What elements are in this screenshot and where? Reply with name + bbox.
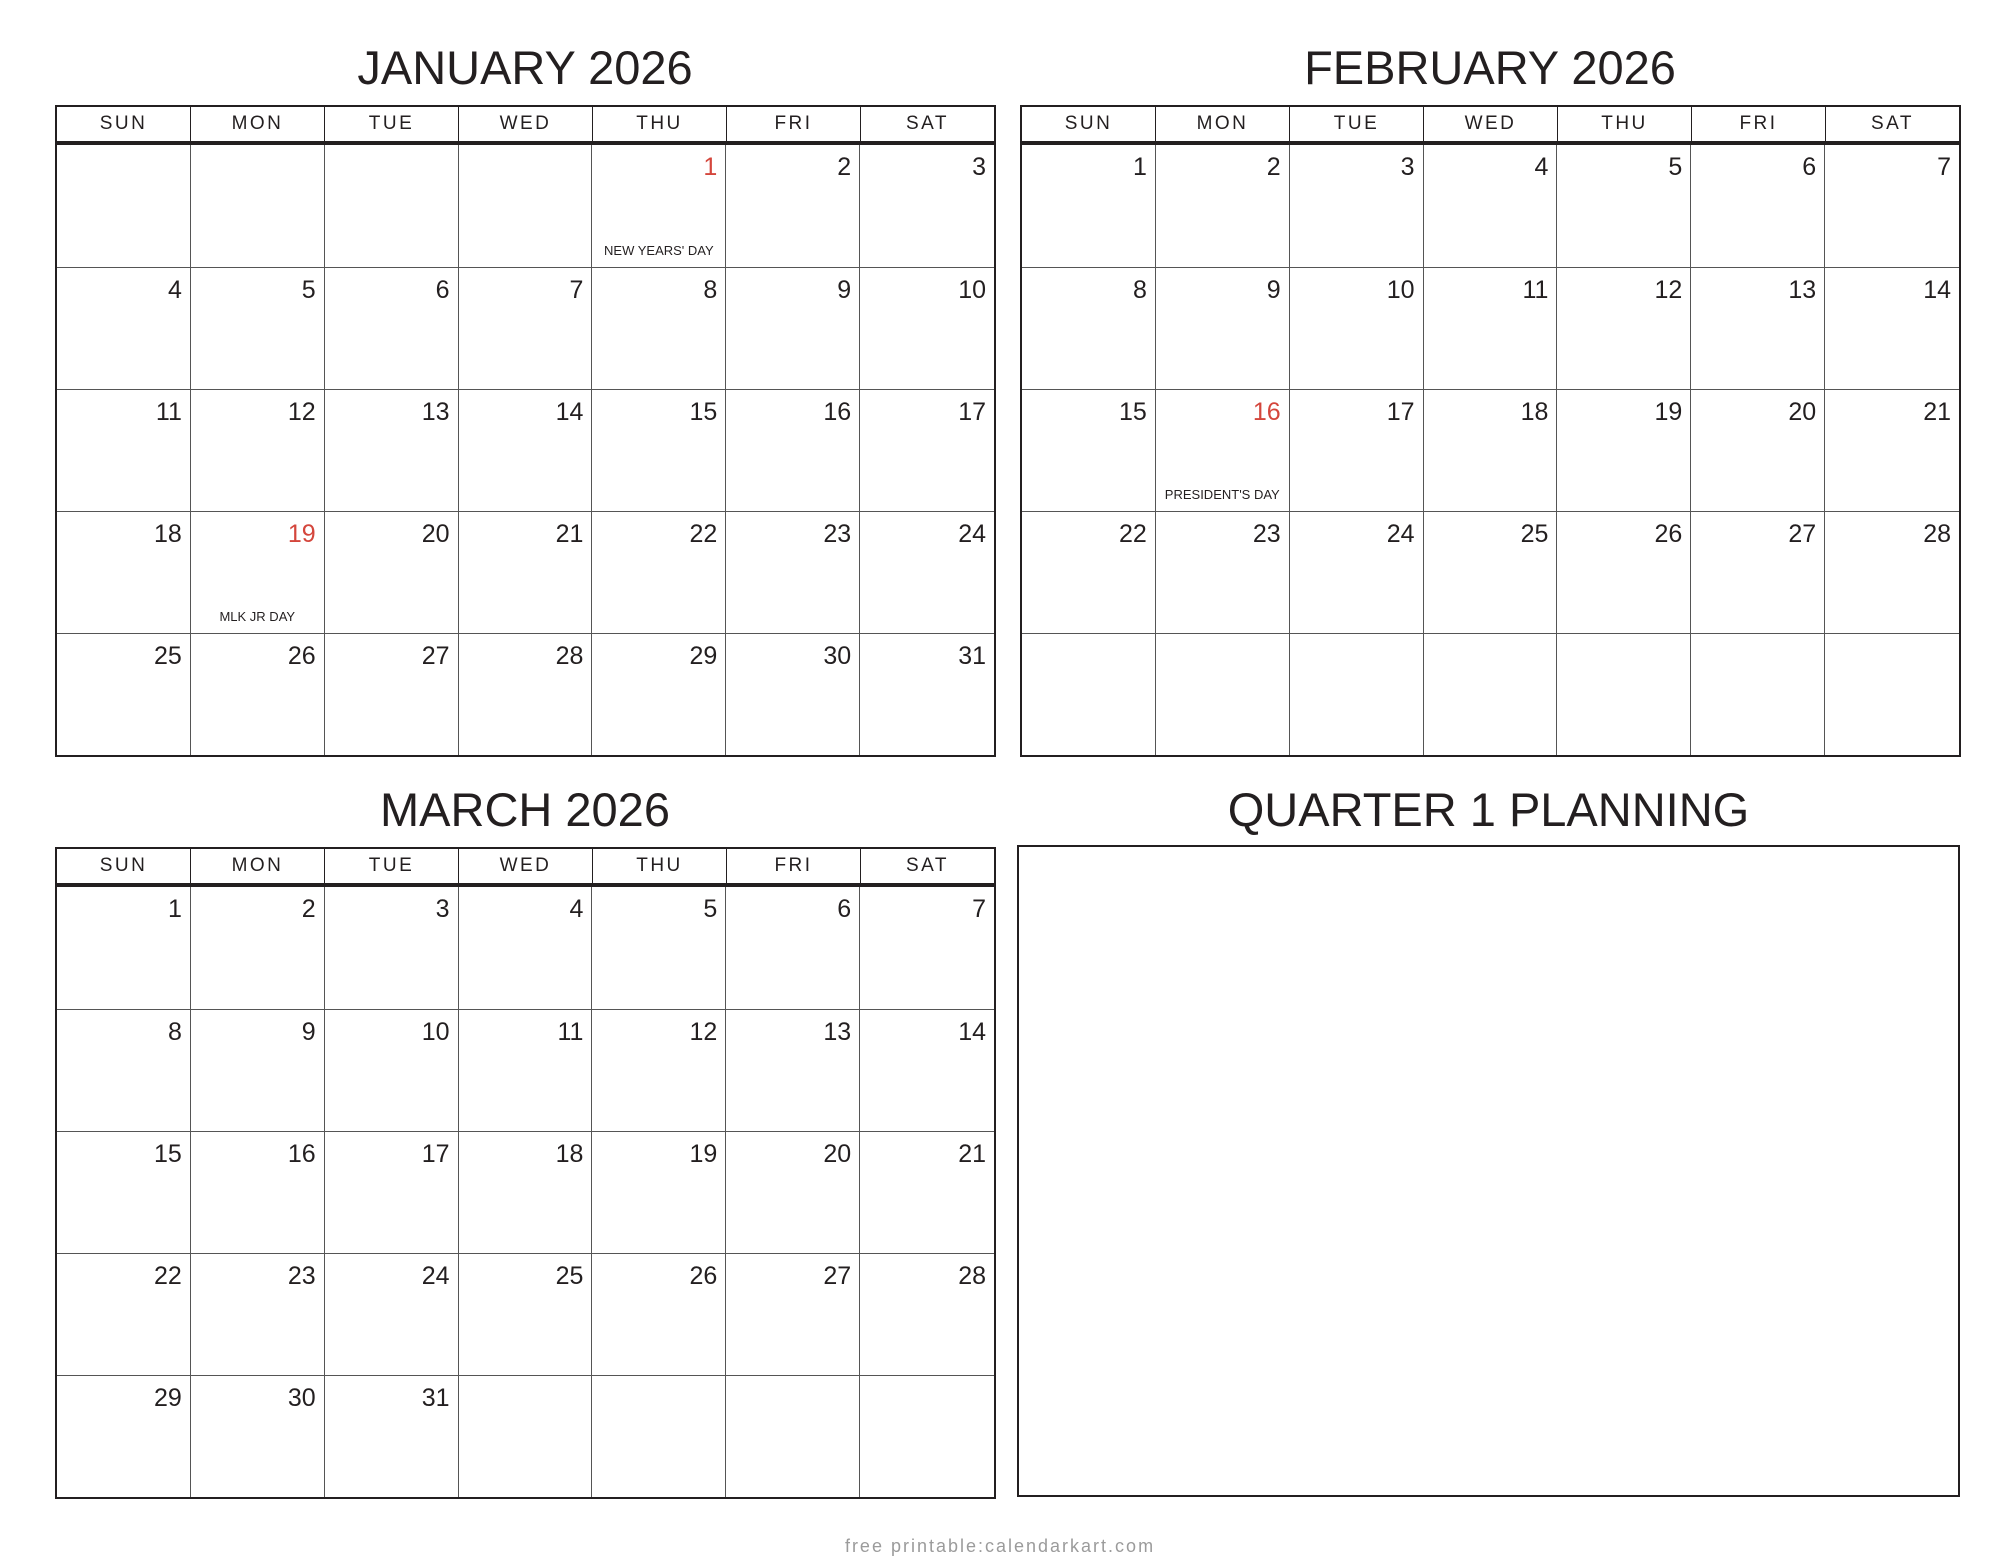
day-number: 15 xyxy=(1119,398,1147,426)
calendar-march xyxy=(55,847,996,1499)
day-number: 11 xyxy=(155,398,182,426)
holiday-label: NEW YEARS' DAY xyxy=(604,243,714,258)
weekday-label-fri: FRI xyxy=(727,849,861,883)
empty-day-cell xyxy=(459,145,593,267)
day-cell[interactable] xyxy=(459,887,593,1009)
day-number: 19 xyxy=(287,520,316,548)
day-number: 12 xyxy=(689,1018,718,1046)
day-number: 8 xyxy=(703,276,718,304)
day-cell[interactable] xyxy=(1691,267,1825,389)
day-number: 3 xyxy=(1400,153,1415,181)
day-cell[interactable] xyxy=(191,1253,325,1375)
day-number: 5 xyxy=(703,895,718,923)
day-cell[interactable] xyxy=(592,1009,726,1131)
day-cell[interactable] xyxy=(325,1375,459,1497)
day-cell[interactable] xyxy=(1022,389,1156,511)
day-number: 26 xyxy=(1654,520,1683,548)
day-number: 21 xyxy=(958,1140,986,1168)
day-number: 7 xyxy=(569,276,584,304)
day-cell[interactable] xyxy=(57,1131,191,1253)
day-number: 9 xyxy=(301,1018,316,1046)
day-number: 17 xyxy=(1386,398,1415,426)
day-number: 4 xyxy=(1534,153,1549,181)
day-cell[interactable] xyxy=(726,389,860,511)
day-cell[interactable] xyxy=(191,511,325,633)
day-cell[interactable] xyxy=(459,633,593,755)
day-number: 1 xyxy=(1132,153,1147,181)
day-cell[interactable] xyxy=(592,145,726,267)
day-cell[interactable] xyxy=(860,1009,994,1131)
day-number: 12 xyxy=(1654,276,1683,304)
day-number: 25 xyxy=(1520,520,1549,548)
day-number: 22 xyxy=(154,1262,182,1290)
day-cell[interactable] xyxy=(1022,267,1156,389)
weekday-label-sun: SUN xyxy=(57,107,191,141)
day-cell[interactable] xyxy=(726,1009,860,1131)
day-number: 29 xyxy=(689,642,718,670)
weekday-label-sun: SUN xyxy=(57,849,191,883)
day-number: 20 xyxy=(1788,398,1817,426)
day-cell[interactable] xyxy=(726,1253,860,1375)
month-title-march: MARCH 2026 xyxy=(380,783,670,836)
day-cell[interactable] xyxy=(1557,145,1691,267)
day-cell[interactable] xyxy=(1825,511,1959,633)
day-cell[interactable] xyxy=(1557,267,1691,389)
empty-day-cell xyxy=(1825,633,1959,755)
empty-day-cell xyxy=(1022,633,1156,755)
weekday-label-tue: TUE xyxy=(325,107,459,141)
day-number: 17 xyxy=(421,1140,450,1168)
day-cell[interactable] xyxy=(1156,389,1290,511)
day-cell[interactable] xyxy=(325,511,459,633)
day-cell[interactable] xyxy=(1691,389,1825,511)
day-number: 22 xyxy=(689,520,718,548)
month-title-february: FEBRUARY 2026 xyxy=(1304,41,1676,94)
day-number: 18 xyxy=(154,520,182,548)
day-number: 15 xyxy=(154,1140,182,1168)
weekday-label-thu: THU xyxy=(593,107,727,141)
empty-day-cell xyxy=(860,1375,994,1497)
day-cell[interactable] xyxy=(860,267,994,389)
day-cell[interactable] xyxy=(860,511,994,633)
planning-title: QUARTER 1 PLANNING xyxy=(1227,783,1750,836)
day-number: 25 xyxy=(555,1262,584,1290)
day-number: 30 xyxy=(287,1384,316,1412)
day-number: 22 xyxy=(1119,520,1147,548)
day-number: 3 xyxy=(435,895,450,923)
day-number: 8 xyxy=(1132,276,1147,304)
day-number: 24 xyxy=(421,1262,450,1290)
day-number: 21 xyxy=(1923,398,1951,426)
day-number: 27 xyxy=(823,1262,852,1290)
day-number: 1 xyxy=(703,153,718,181)
empty-day-cell xyxy=(726,1375,860,1497)
day-cell[interactable] xyxy=(191,633,325,755)
day-cell[interactable] xyxy=(191,1131,325,1253)
day-number: 28 xyxy=(1923,520,1951,548)
day-cell[interactable] xyxy=(1424,145,1558,267)
day-cell[interactable] xyxy=(726,511,860,633)
day-number: 6 xyxy=(435,276,450,304)
empty-day-cell xyxy=(1557,633,1691,755)
day-cell[interactable] xyxy=(860,389,994,511)
day-number: 21 xyxy=(555,520,584,548)
day-number: 19 xyxy=(689,1140,718,1168)
day-number: 10 xyxy=(421,1018,450,1046)
day-number: 2 xyxy=(837,153,852,181)
day-cell[interactable] xyxy=(592,511,726,633)
day-cell[interactable] xyxy=(57,1375,191,1497)
empty-day-cell xyxy=(1691,633,1825,755)
day-cell[interactable] xyxy=(459,267,593,389)
day-cell[interactable] xyxy=(592,887,726,1009)
day-cell[interactable] xyxy=(191,1009,325,1131)
weekday-header xyxy=(1022,107,1959,145)
day-cell[interactable] xyxy=(325,267,459,389)
month-title-january: JANUARY 2026 xyxy=(357,41,693,94)
day-number: 30 xyxy=(823,642,852,670)
day-cell[interactable] xyxy=(1825,389,1959,511)
day-number: 16 xyxy=(823,398,852,426)
day-cell[interactable] xyxy=(459,389,593,511)
day-number: 12 xyxy=(287,398,316,426)
day-cell[interactable] xyxy=(860,633,994,755)
day-cell[interactable] xyxy=(1825,145,1959,267)
day-number: 23 xyxy=(1252,520,1281,548)
weekday-label-mon: MON xyxy=(191,107,325,141)
day-cell[interactable] xyxy=(459,1131,593,1253)
day-cell[interactable] xyxy=(459,1009,593,1131)
day-number: 24 xyxy=(1386,520,1415,548)
day-cell[interactable] xyxy=(191,389,325,511)
day-cell[interactable] xyxy=(592,389,726,511)
day-number: 11 xyxy=(1522,276,1549,304)
day-cell[interactable] xyxy=(860,145,994,267)
day-cell[interactable] xyxy=(1557,389,1691,511)
weekday-label-thu: THU xyxy=(593,849,727,883)
day-number: 25 xyxy=(154,642,182,670)
day-number: 16 xyxy=(287,1140,316,1168)
day-number: 23 xyxy=(823,520,852,548)
day-number: 26 xyxy=(287,642,316,670)
empty-day-cell xyxy=(1156,633,1290,755)
day-cell[interactable] xyxy=(592,267,726,389)
day-cell[interactable] xyxy=(726,633,860,755)
day-number: 26 xyxy=(689,1262,718,1290)
weekday-label-wed: WED xyxy=(1424,107,1558,141)
weekday-label-fri: FRI xyxy=(1692,107,1826,141)
day-number: 10 xyxy=(1386,276,1415,304)
empty-day-cell xyxy=(459,1375,593,1497)
weekday-label-sat: SAT xyxy=(905,113,950,134)
empty-day-cell xyxy=(325,145,459,267)
day-cell[interactable] xyxy=(57,1009,191,1131)
day-number: 6 xyxy=(1802,153,1817,181)
holiday-label: PRESIDENT'S DAY xyxy=(1164,487,1280,502)
day-number: 14 xyxy=(555,398,584,426)
day-number: 31 xyxy=(958,642,986,670)
day-cell[interactable] xyxy=(1156,267,1290,389)
day-cell[interactable] xyxy=(191,887,325,1009)
holiday-label: MLK JR DAY xyxy=(219,609,296,624)
empty-day-cell xyxy=(57,145,191,267)
day-number: 23 xyxy=(287,1262,316,1290)
day-cell[interactable] xyxy=(57,633,191,755)
day-cell[interactable] xyxy=(1424,267,1558,389)
day-cell[interactable] xyxy=(1825,267,1959,389)
day-cell[interactable] xyxy=(592,1131,726,1253)
weekday-label-tue: TUE xyxy=(325,849,459,883)
day-number: 5 xyxy=(301,276,316,304)
weekday-label-sat: SAT xyxy=(905,855,950,876)
day-cell[interactable] xyxy=(57,887,191,1009)
day-cell[interactable] xyxy=(1022,511,1156,633)
footer-credit: free printable:calendarkart.com xyxy=(844,1536,1156,1556)
day-cell[interactable] xyxy=(325,1009,459,1131)
day-cell[interactable] xyxy=(1156,511,1290,633)
day-cell[interactable] xyxy=(726,267,860,389)
weekday-label-fri: FRI xyxy=(727,107,861,141)
day-cell[interactable] xyxy=(726,1131,860,1253)
day-cell[interactable] xyxy=(191,267,325,389)
day-number: 9 xyxy=(1266,276,1281,304)
day-number: 19 xyxy=(1654,398,1683,426)
day-cell[interactable] xyxy=(325,887,459,1009)
weekday-header xyxy=(57,849,994,887)
day-cell[interactable] xyxy=(1424,511,1558,633)
day-cell[interactable] xyxy=(860,887,994,1009)
empty-day-cell xyxy=(191,145,325,267)
day-cell[interactable] xyxy=(860,1253,994,1375)
day-number: 8 xyxy=(167,1018,182,1046)
day-cell[interactable] xyxy=(459,1253,593,1375)
weekday-label-mon: MON xyxy=(1156,107,1290,141)
day-number: 5 xyxy=(1668,153,1683,181)
empty-day-cell xyxy=(1424,633,1558,755)
day-cell[interactable] xyxy=(1424,389,1558,511)
day-number: 18 xyxy=(555,1140,584,1168)
day-number: 14 xyxy=(1923,276,1951,304)
day-cell[interactable] xyxy=(726,145,860,267)
day-number: 2 xyxy=(1266,153,1281,181)
day-number: 17 xyxy=(958,398,986,426)
day-number: 28 xyxy=(555,642,584,670)
weekday-label-sun: SUN xyxy=(1022,107,1156,141)
planning-notes-area[interactable] xyxy=(1017,845,1960,1497)
day-cell[interactable] xyxy=(1290,511,1424,633)
day-cell[interactable] xyxy=(57,389,191,511)
day-number: 11 xyxy=(557,1018,584,1046)
day-cell[interactable] xyxy=(57,267,191,389)
day-number: 20 xyxy=(823,1140,852,1168)
day-cell[interactable] xyxy=(325,1131,459,1253)
day-number: 3 xyxy=(972,153,986,181)
day-cell[interactable] xyxy=(1290,389,1424,511)
day-number: 13 xyxy=(421,398,450,426)
weekday-label-wed: WED xyxy=(459,849,593,883)
day-cell[interactable] xyxy=(459,511,593,633)
day-number: 24 xyxy=(958,520,986,548)
day-cell[interactable] xyxy=(1022,145,1156,267)
day-number: 4 xyxy=(569,895,584,923)
day-cell[interactable] xyxy=(1290,267,1424,389)
calendar-january xyxy=(55,105,996,757)
day-number: 7 xyxy=(972,895,986,923)
weekday-label-mon: MON xyxy=(191,849,325,883)
day-number: 28 xyxy=(958,1262,986,1290)
day-cell[interactable] xyxy=(592,633,726,755)
weekday-label-tue: TUE xyxy=(1290,107,1424,141)
day-number: 20 xyxy=(421,520,450,548)
empty-day-cell xyxy=(1290,633,1424,755)
day-number: 14 xyxy=(958,1018,986,1046)
day-number: 31 xyxy=(421,1384,450,1412)
day-cell[interactable] xyxy=(726,887,860,1009)
day-number: 15 xyxy=(689,398,718,426)
calendar-february xyxy=(1020,105,1961,757)
day-number: 10 xyxy=(958,276,986,304)
day-number: 6 xyxy=(837,895,852,923)
day-cell[interactable] xyxy=(325,1253,459,1375)
empty-day-cell xyxy=(592,1375,726,1497)
day-cell[interactable] xyxy=(1691,511,1825,633)
day-number: 27 xyxy=(1788,520,1817,548)
weekday-label-sat: SAT xyxy=(1870,113,1915,134)
day-number: 13 xyxy=(823,1018,852,1046)
day-number: 29 xyxy=(154,1384,182,1412)
day-number: 27 xyxy=(421,642,450,670)
day-number: 4 xyxy=(167,276,182,304)
day-cell[interactable] xyxy=(860,1131,994,1253)
day-cell[interactable] xyxy=(1290,145,1424,267)
day-cell[interactable] xyxy=(1156,145,1290,267)
weekday-label-thu: THU xyxy=(1558,107,1692,141)
day-cell[interactable] xyxy=(1557,511,1691,633)
weekday-label-wed: WED xyxy=(459,107,593,141)
day-number: 13 xyxy=(1788,276,1817,304)
day-number: 2 xyxy=(301,895,316,923)
day-number: 18 xyxy=(1520,398,1549,426)
day-cell[interactable] xyxy=(191,1375,325,1497)
day-cell[interactable] xyxy=(325,389,459,511)
day-cell[interactable] xyxy=(325,633,459,755)
day-cell[interactable] xyxy=(57,1253,191,1375)
day-number: 1 xyxy=(167,895,182,923)
day-number: 9 xyxy=(837,276,852,304)
day-number: 16 xyxy=(1252,398,1281,426)
day-cell[interactable] xyxy=(1691,145,1825,267)
weekday-header xyxy=(57,107,994,145)
day-cell[interactable] xyxy=(592,1253,726,1375)
day-cell[interactable] xyxy=(57,511,191,633)
day-number: 7 xyxy=(1937,153,1951,181)
